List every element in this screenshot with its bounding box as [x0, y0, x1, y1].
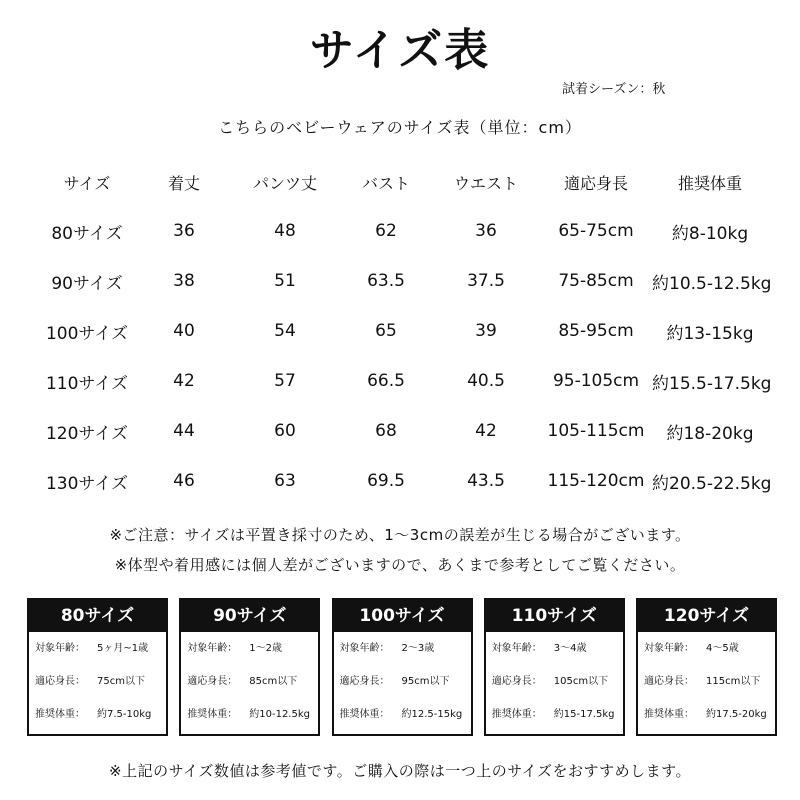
card-row-label: 推奨体重：: [339, 709, 390, 720]
table-cell: 38: [173, 271, 195, 291]
table-cell: 43.5: [467, 471, 505, 491]
table-cell: 51: [274, 271, 296, 291]
card-row: [638, 698, 775, 731]
card-row-value: 1～2歳: [249, 643, 282, 654]
table-cell: 40.5: [467, 371, 505, 391]
card-row-label: 対象年齢：: [35, 643, 85, 654]
size-card-90: [179, 598, 320, 736]
card-row-value: 約10-12.5kg: [249, 709, 310, 720]
card-row-label: 推奨体重：: [187, 709, 238, 720]
table-cell: 60: [274, 421, 296, 441]
table-cell: 57: [274, 371, 296, 391]
card-row: [638, 665, 775, 698]
footer-note: ※上記のサイズ数値は参考値です。ご購入の際は一つ上のサイズをおすすめします。: [109, 762, 691, 780]
table-cell: 42: [173, 371, 195, 391]
card-row-value: 5ヶ月~1歳: [97, 643, 149, 654]
card-row-label: 適応身長：: [187, 676, 238, 687]
card-row-label: 推奨体重：: [35, 709, 85, 720]
page-title: サイズ表: [309, 25, 491, 76]
card-title: 110サイズ: [486, 600, 623, 632]
card-title: 100サイズ: [334, 600, 471, 632]
table-cell: 約18-20kg: [666, 423, 754, 444]
table-cell: 115-120cm: [547, 471, 645, 491]
table-cell: 約10.5-12.5kg: [652, 273, 772, 294]
card-row-label: 対象年齢：: [339, 643, 390, 654]
table-cell: 65: [375, 321, 397, 341]
card-row: [181, 698, 318, 731]
card-row: [486, 698, 623, 731]
card-row-label: 対象年齢：: [491, 643, 542, 654]
table-cell: 110サイズ: [45, 373, 129, 394]
size-card-120: [636, 598, 777, 736]
card-row-value: 約12.5-15kg: [401, 709, 463, 720]
table-cell: 54: [274, 321, 296, 341]
table-cell: 85-95cm: [558, 321, 634, 341]
card-row-value: 約7.5-10kg: [97, 709, 152, 720]
table-cell: 44: [173, 421, 195, 441]
table-cell: 約13-15kg: [666, 323, 754, 344]
card-row-label: 推奨体重：: [644, 709, 694, 720]
card-row: [486, 665, 623, 698]
table-cell: 66.5: [367, 371, 405, 391]
table-cell: 48: [274, 221, 296, 241]
card-row-label: 適応身長：: [491, 676, 542, 687]
table-cell: 36: [173, 221, 195, 241]
table-cell: 36: [475, 221, 497, 241]
note-line: ※体型や着用感には個人差がございますので、あくまで参考としてご覧ください。: [114, 556, 686, 574]
card-row-label: 推奨体重：: [491, 709, 542, 720]
table-cell: 約8-10kg: [671, 223, 749, 244]
column-header: 推奨体重: [677, 173, 742, 193]
table-cell: 37.5: [467, 271, 505, 291]
table-cell: 42: [475, 421, 497, 441]
table-cell: 約15.5-17.5kg: [652, 373, 772, 394]
card-row: [334, 665, 471, 698]
notes: [0, 520, 800, 580]
table-cell: 62: [375, 221, 397, 241]
card-row-value: 105cm以下: [553, 676, 609, 687]
table-cell: 80サイズ: [51, 223, 123, 244]
table-cell: 69.5: [367, 471, 405, 491]
table-cell: 39: [475, 321, 497, 341]
card-row-label: 適応身長：: [35, 676, 85, 687]
table-cell: 65-75cm: [558, 221, 634, 241]
card-row-value: 95cm以下: [401, 676, 450, 687]
card-row-value: 2～3歳: [401, 643, 435, 654]
size-card-110: [484, 598, 625, 736]
card-row-value: 4～5歳: [706, 643, 739, 654]
card-row-value: 約15-17.5kg: [553, 709, 615, 720]
card-row: [638, 632, 775, 665]
column-header: バスト: [361, 173, 410, 193]
table-cell: 95-105cm: [552, 371, 640, 391]
table-row: [36, 206, 768, 256]
table-row: [36, 256, 768, 306]
table-cell: 63: [274, 471, 296, 491]
table-subtitle: こちらのベビーウェアのサイズ表（単位：cm）: [218, 118, 582, 137]
card-title: 80サイズ: [29, 600, 166, 632]
table-row: [36, 456, 768, 506]
table-cell: 63.5: [367, 271, 405, 291]
table-row: [36, 306, 768, 356]
card-row: [181, 665, 318, 698]
note-line: ※ご注意：サイズは平置き採寸のため、1～3cmの誤差が生じる場合がございます。: [109, 526, 691, 544]
size-card-80: [27, 598, 168, 736]
card-row-label: 適応身長：: [644, 676, 694, 687]
card-row: [334, 632, 471, 665]
column-header: 適応身長: [563, 173, 628, 193]
card-row-label: 適応身長：: [339, 676, 390, 687]
card-row-value: 3～4歳: [553, 643, 587, 654]
card-row: [334, 698, 471, 731]
table-row: [36, 406, 768, 456]
size-table: [36, 158, 772, 506]
card-row: [29, 632, 166, 665]
table-cell: 46: [173, 471, 195, 491]
table-cell: 120サイズ: [45, 423, 129, 444]
table-cell: 約20.5-22.5kg: [652, 473, 772, 494]
table-row: [36, 356, 768, 406]
card-row-value: 85cm以下: [249, 676, 298, 687]
table-cell: 40: [173, 321, 195, 341]
card-row-label: 対象年齢：: [644, 643, 694, 654]
card-row: [29, 665, 166, 698]
table-cell: 90サイズ: [51, 273, 123, 294]
table-cell: 100サイズ: [45, 323, 129, 344]
table-header-row: [36, 158, 768, 206]
card-row: [29, 698, 166, 731]
card-row: [181, 632, 318, 665]
column-header: サイズ: [63, 173, 111, 193]
table-cell: 68: [375, 421, 397, 441]
size-card-100: [332, 598, 473, 736]
table-cell: 105-115cm: [547, 421, 645, 441]
card-row-value: 75cm以下: [97, 676, 145, 687]
card-row: [486, 632, 623, 665]
size-cards: [27, 598, 777, 736]
season-label: 試着シーズン：秋: [562, 82, 666, 97]
card-title: 120サイズ: [638, 600, 775, 632]
table-cell: 75-85cm: [558, 271, 634, 291]
column-header: ウエスト: [453, 173, 518, 193]
card-row-value: 115cm以下: [706, 676, 761, 687]
card-row-label: 対象年齢：: [187, 643, 238, 654]
card-title: 90サイズ: [181, 600, 318, 632]
card-row-value: 約17.5-20kg: [706, 709, 767, 720]
column-header: 着丈: [167, 173, 200, 193]
table-cell: 130サイズ: [45, 473, 129, 494]
column-header: パンツ丈: [252, 173, 317, 193]
